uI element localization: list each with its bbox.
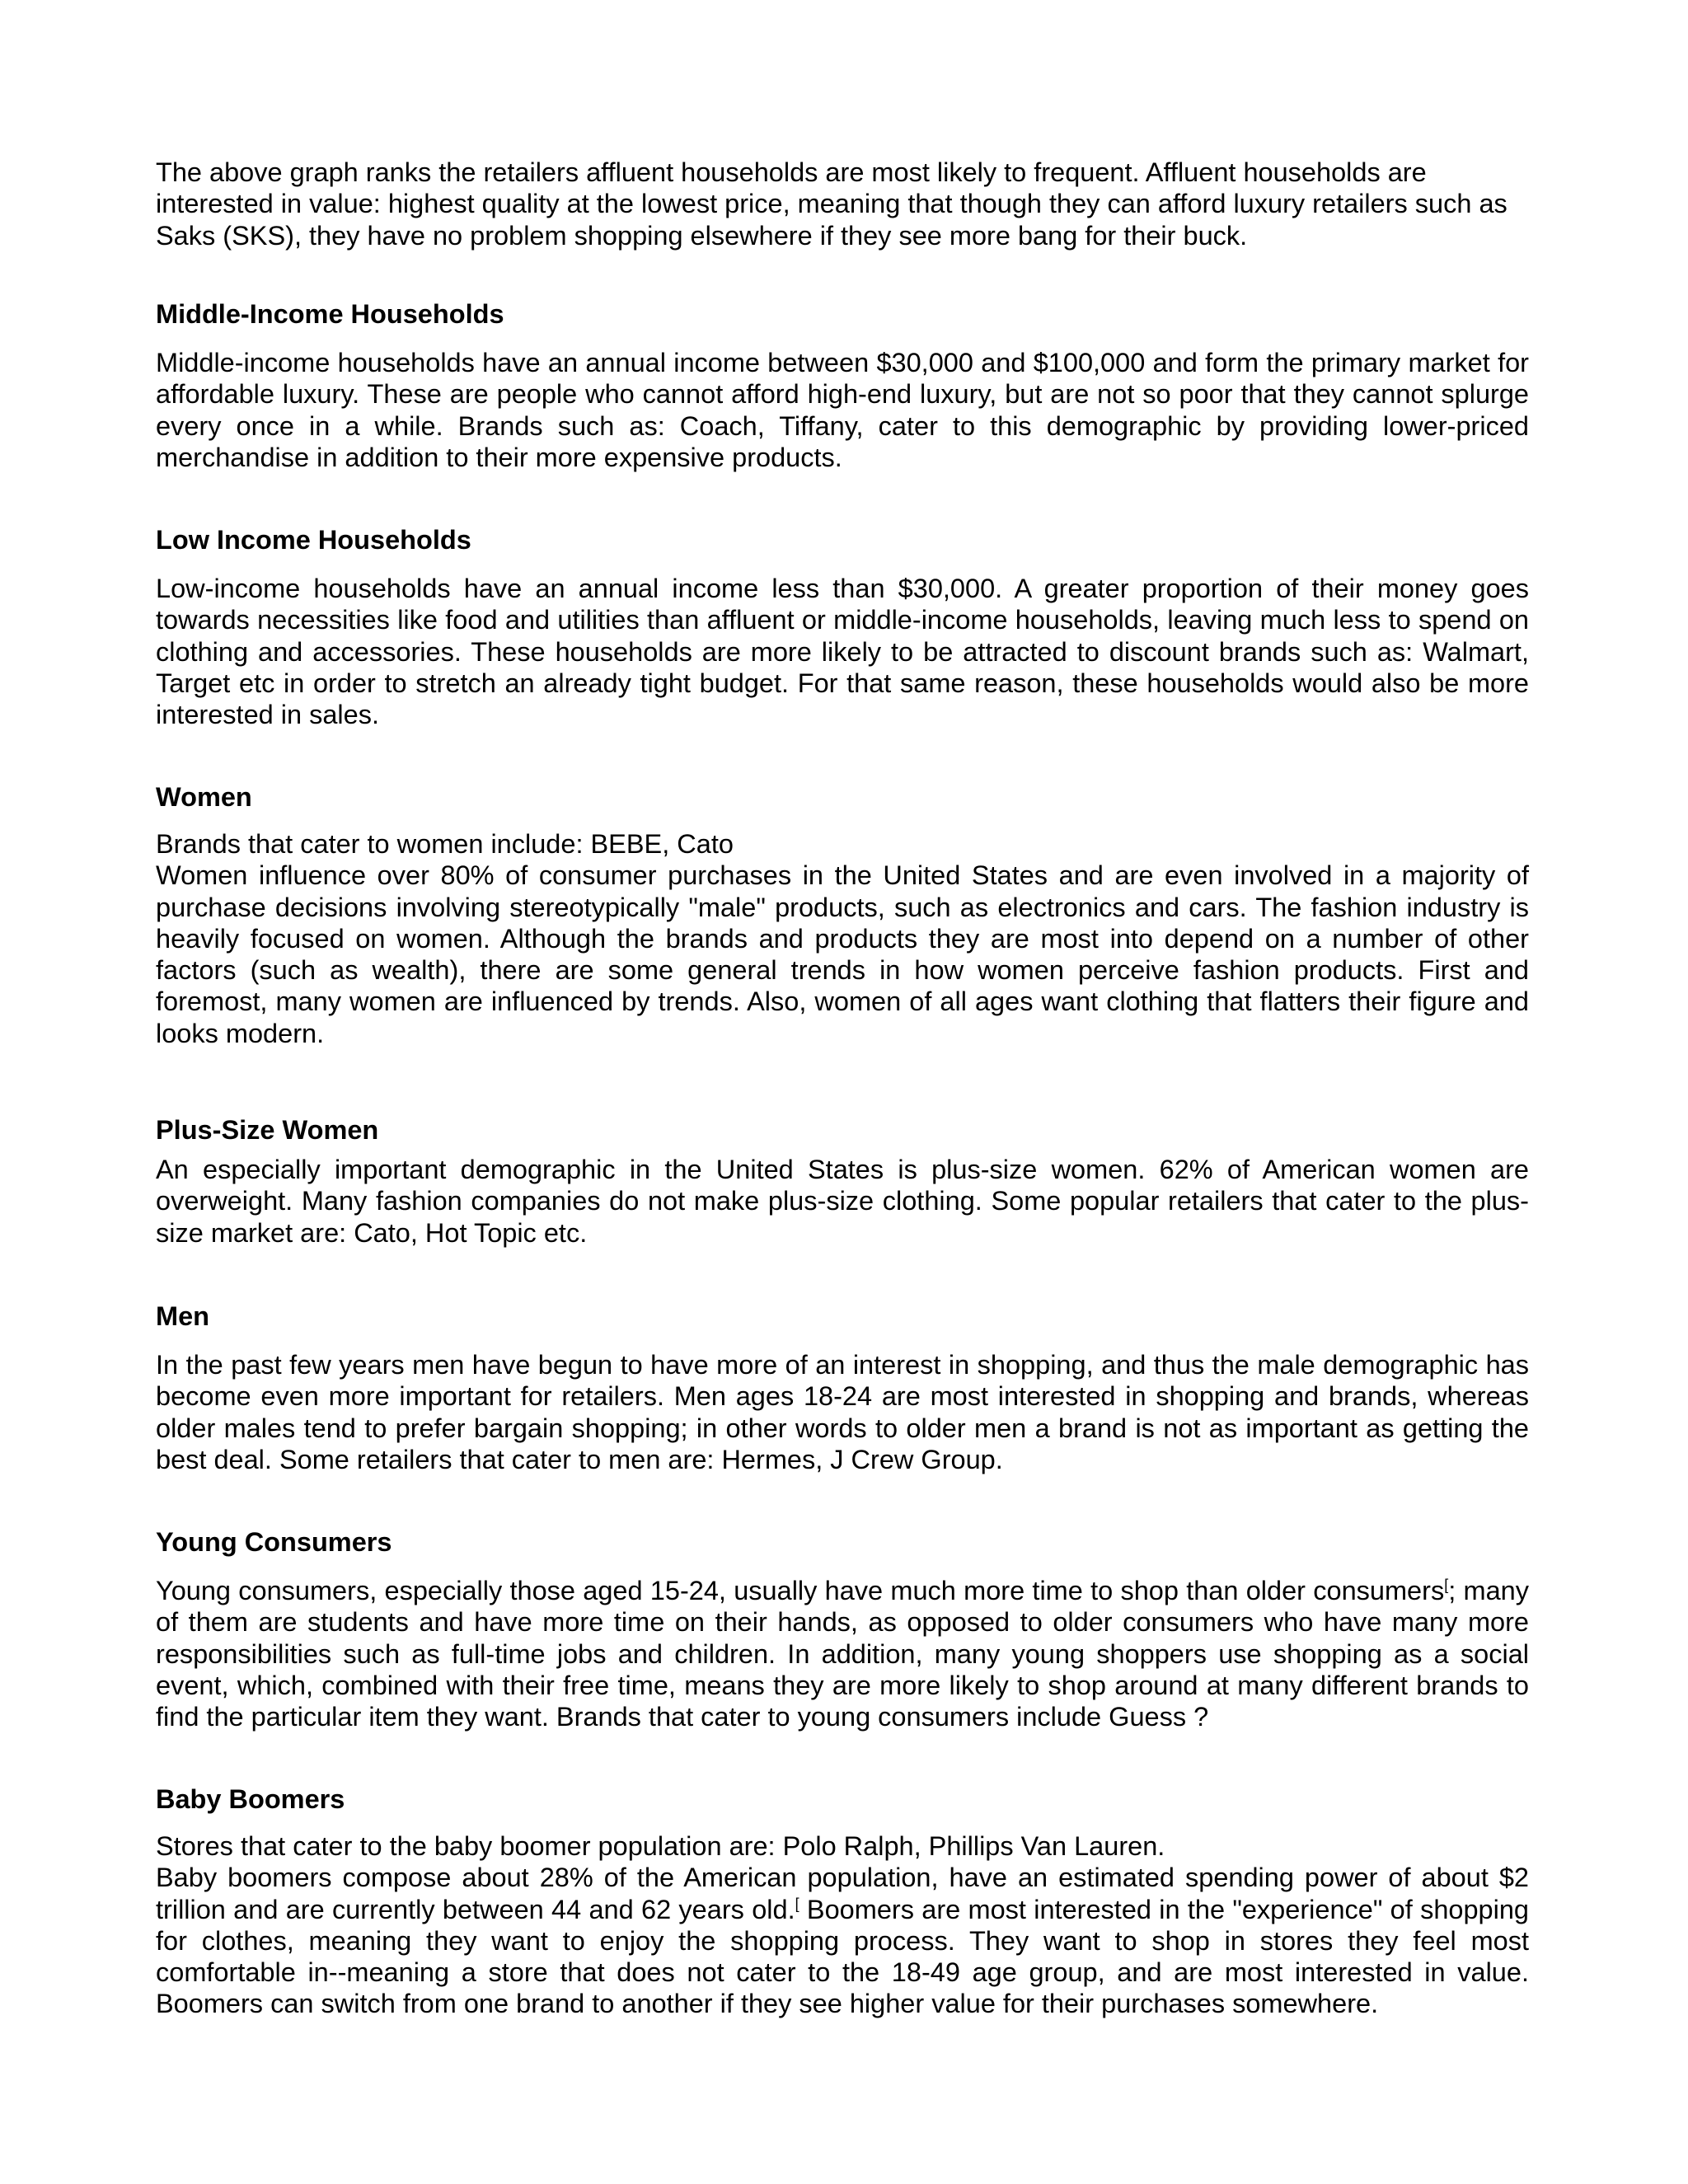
middle-income-heading: Middle-Income Households [156,299,504,329]
intro-section [156,157,1529,251]
women-brands-line: Brands that cater to women include: BEBE, Cato [156,829,734,859]
young-text-before: Young consumers, especially those aged 15-24, usually have much more time to shop than older consumers [156,1576,1445,1605]
young-consumers-heading: Young Consumers [156,1527,392,1557]
young-consumers-paragraph [156,1575,1529,1732]
women-section [156,781,1529,1049]
low-income-paragraph: Low-income households have an annual income less than $30,000. A greater proportion of their money goes towards necessities like food and utilities than affluent or middle-income households, leaving much less to spend on clothing and accessories. These households are more likely to be attracted to discount brands such as: Walmart, Target etc in order to stretch an already tight budget. For that same reason, these households would also be more interested in sales. [156,574,1529,730]
boomers-text-before: Baby boomers compose about 28% of the American population, have an estimated spending power of about $2 trillion and are currently between 44 and 62 years old. [156,1863,1529,1924]
low-income-section [156,524,1529,730]
middle-income-section [156,298,1529,473]
citation-mark: [ [1444,1577,1449,1594]
baby-boomers-section [156,1783,1529,2020]
young-text-after: ; many of them are students and have more time on their hands, as opposed to older consumers who have many more responsibilities such as full-time jobs and children. In addition, many young shoppers use shopping as a social event, which, combined with their free time, means they are more likely to shop around at many different brands to find the particular item they want. Brands that cater to young consumers include Guess ? [156,1576,1529,1732]
citation-mark: [ [795,1895,799,1912]
baby-boomers-paragraph [156,1862,1529,2019]
boomers-stores-line: Stores that cater to the baby boomer population are: Polo Ralph, Phillips Van Lauren. [156,1831,1165,1861]
women-heading: Women [156,782,252,812]
middle-income-paragraph: Middle-income households have an annual income between $30,000 and $100,000 and form the primary market for affordable luxury. These are people who cannot afford high-end luxury, but are not so poor that they cannot splurge every once in a while. Brands such as: Coach, Tiffany, cater to this demographic by providing lower-priced merchandise in addition to their more expensive products. [156,348,1529,472]
plus-size-heading: Plus-Size Women [156,1115,379,1145]
baby-boomers-heading: Baby Boomers [156,1784,345,1814]
low-income-heading: Low Income Households [156,525,471,555]
women-paragraph: Women influence over 80% of consumer purchases in the United States and are even involved in a majority of purchase decisions involving stereotypically "male" products, such as electronics and cars. The fashion industry is heavily focused on women. Although the brands and products they are most into depend on a number of other factors (such as wealth), there are some general trends in how women perceive fashion products. First and foremost, many women are influenced by trends. Also, women of all ages want clothing that flatters their figure and looks modern. [156,860,1529,1048]
boomers-text-after: Boomers are most interested in the "experience" of shopping for clothes, meaning they want to enjoy the shopping process. They want to shop in stores they feel most comfortable in--meaning a store that does not cater to the 18-49 age group, and are most interested in value. Boomers can switch from one brand to another if they see higher value for their purchases somewhere. [156,1894,1529,2019]
plus-size-section [156,1114,1529,1249]
men-section [156,1301,1529,1475]
young-consumers-section [156,1526,1529,1732]
men-paragraph: In the past few years men have begun to have more of an interest in shopping, and thus the male demographic has become even more important for retailers. Men ages 18-24 are most interested in shopping and brands, whereas older males tend to prefer bargain shopping; in other words to older men a brand is not as important as getting the best deal. Some retailers that cater to men are: Hermes, J Crew Group. [156,1350,1529,1474]
plus-size-paragraph: An especially important demographic in the United States is plus-size women. 62% of American women are overweight. Many fashion companies do not make plus-size clothing. Some popular retailers that cater to the plus-size market are: Cato, Hot Topic etc. [156,1155,1529,1248]
intro-paragraph: The above graph ranks the retailers affluent households are most likely to frequent. Affluent households are interested in value: highest quality at the lowest price, meaning that though they can afford luxury retailers such as Saks (SKS), they have no problem shopping elsewhere if they see more bang for their buck. [156,157,1507,251]
men-heading: Men [156,1301,209,1331]
